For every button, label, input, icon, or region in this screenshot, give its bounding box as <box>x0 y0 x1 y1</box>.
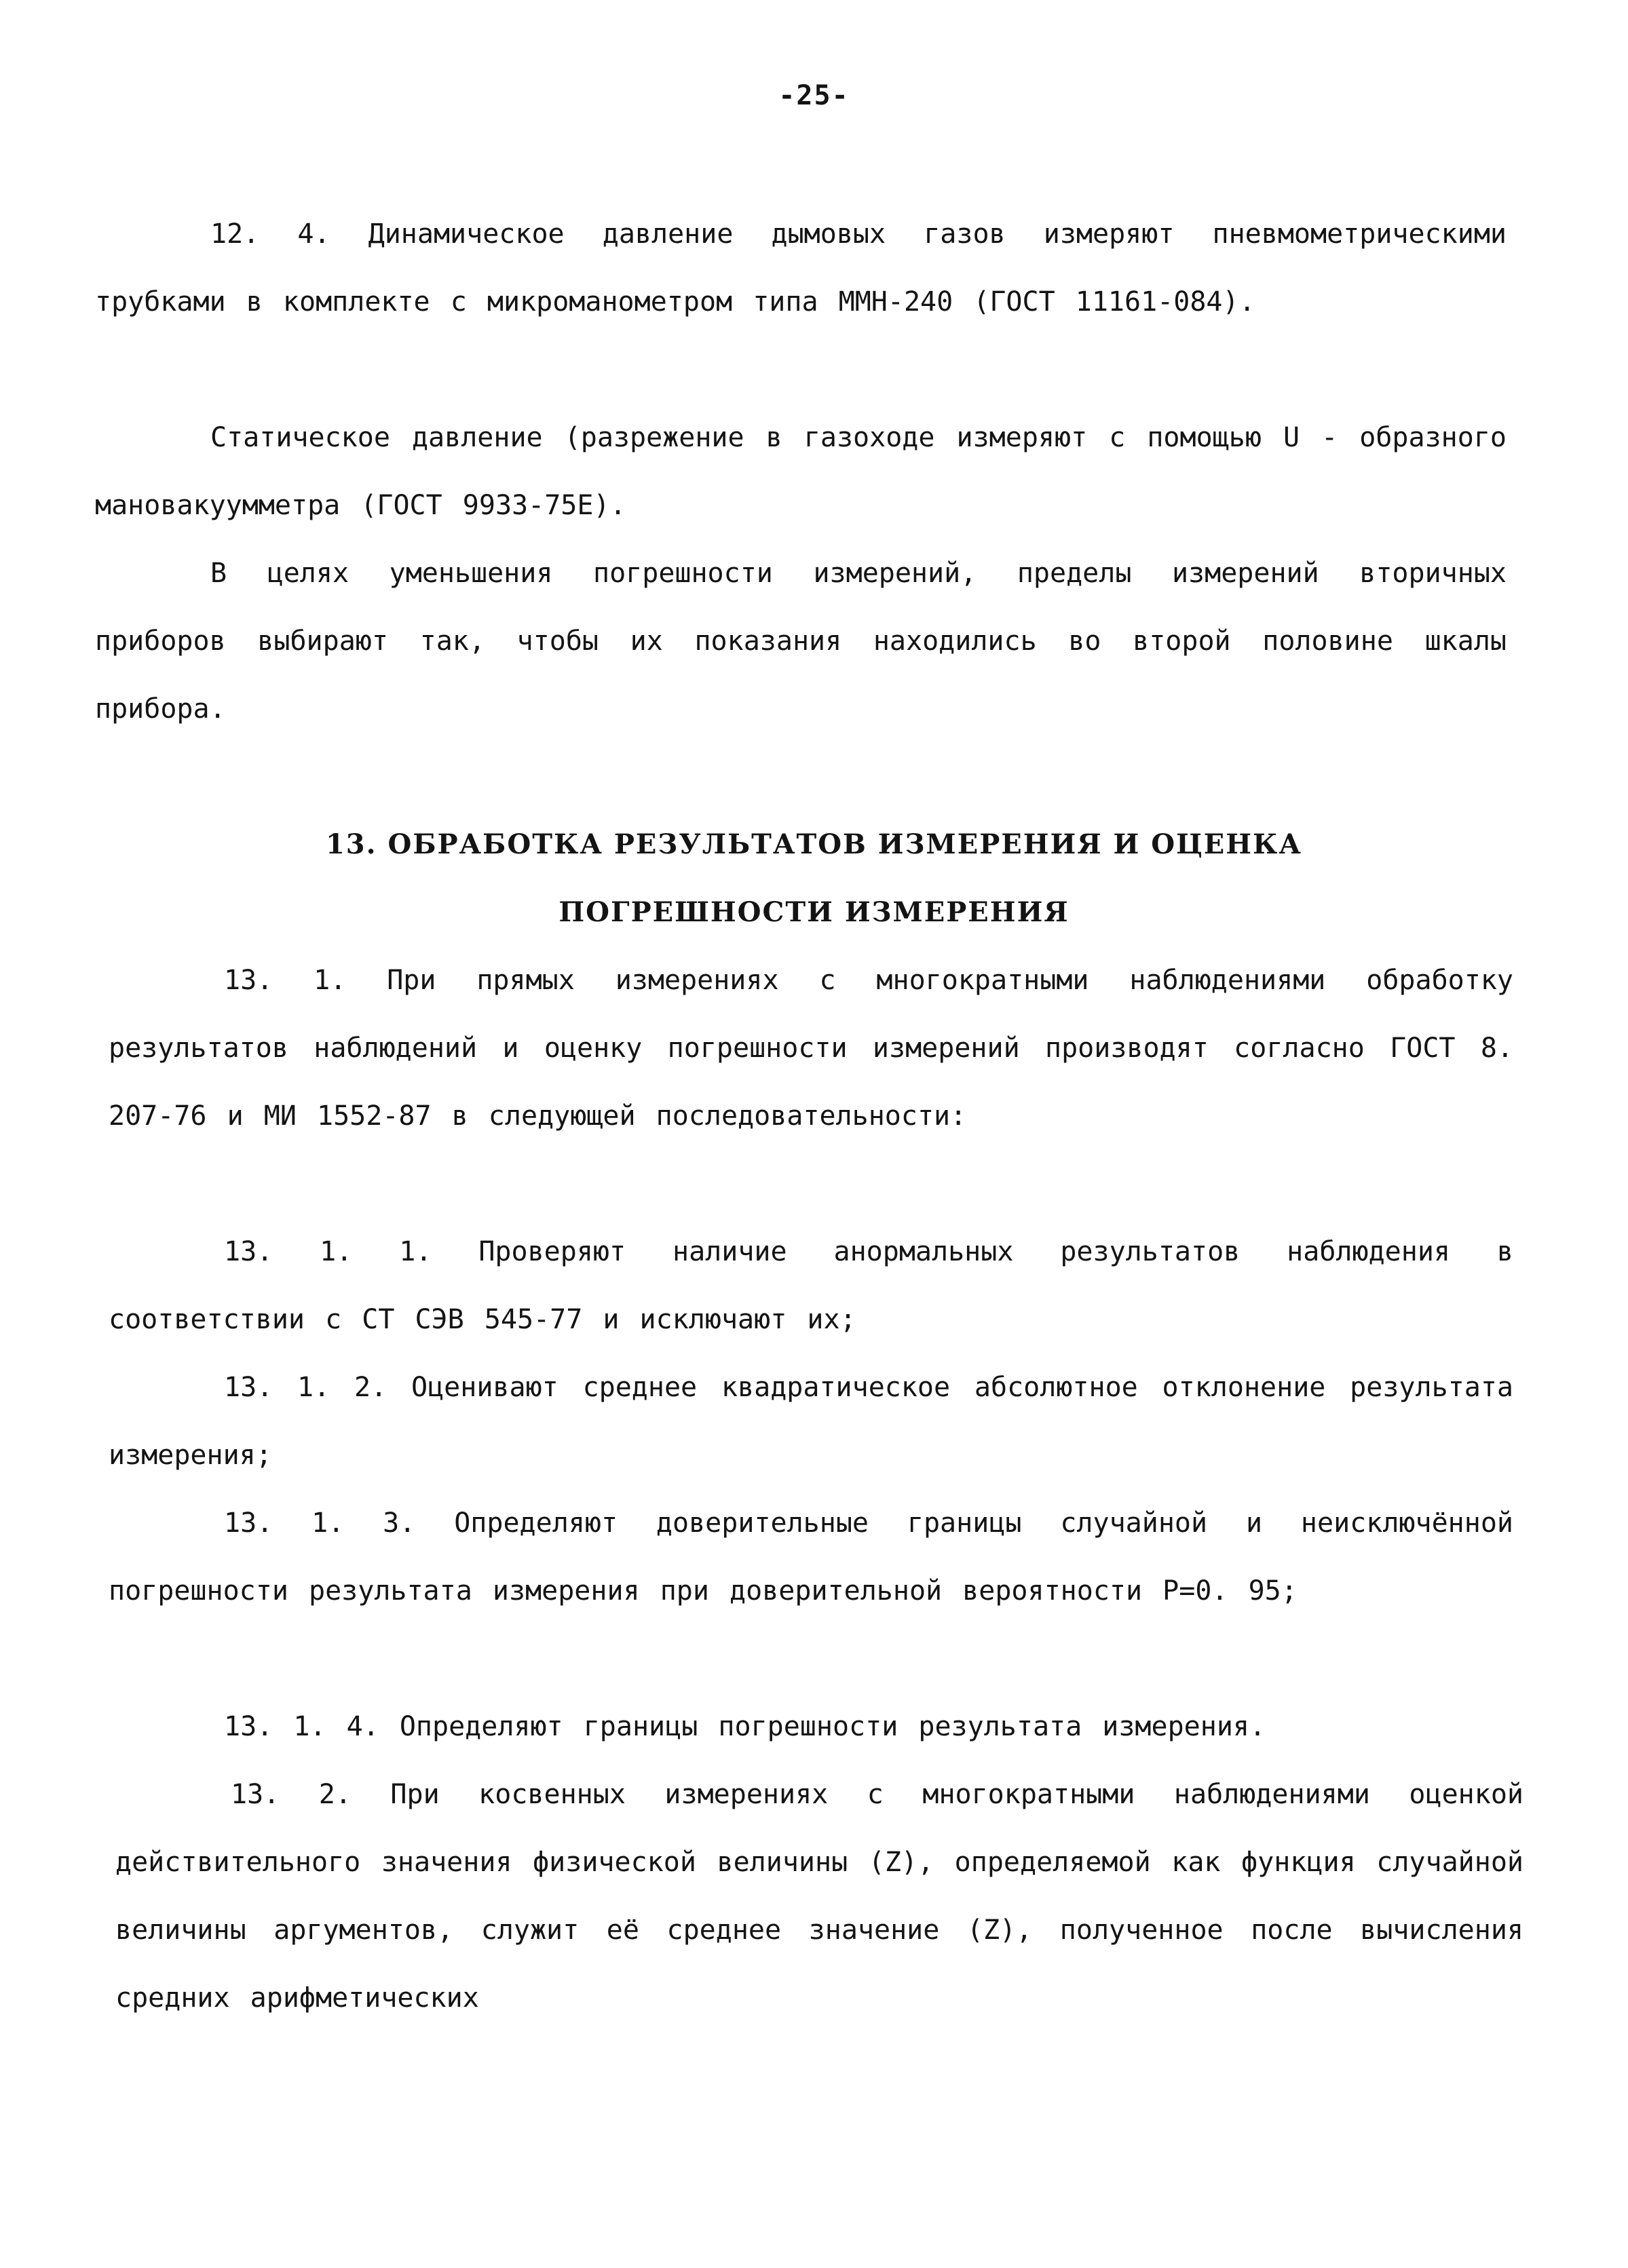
paragraph-13-1-2: 13. 1. 2. Оценивают среднее квадратическое абсолютное отклонение результата измерения; <box>109 1372 1513 1471</box>
paragraph-static-pressure: Статическое давление (разрежение в газоходе измеряют с помощью U - образного мановакуумметра (ГОСТ 9933-75Е). <box>95 422 1507 521</box>
section-heading <box>0 811 1628 946</box>
paragraph-13-1-4: 13. 1. 4. Определяют границы погрешности результата измерения. <box>224 1711 1266 1742</box>
paragraph-12-4: 12. 4. Динамическое давление дымовых газов измеряют пневмометрическими трубками в комплекте с микроманометром типа ММН-240 (ГОСТ 11161-084). <box>95 218 1507 318</box>
paragraph-13-1: 13. 1. При прямых измерениях с многократными наблюдениями обработку результатов наблюдений и оценку погрешности измерений производят согласно ГОСТ 8. 207-76 и МИ 1552-87 в следующей последовательности: <box>109 965 1513 1132</box>
paragraph-13-1-1: 13. 1. 1. Проверяют наличие анормальных результатов наблюдения в соответствии с СТ СЭВ 545-77 и исключают их; <box>109 1236 1513 1335</box>
paragraph-13-2: 13. 2. При косвенных измерениях с многократными наблюдениями оценкой действительного значения физической величины (Z), определяемой как функция случайной величины аргументов, служит её среднее значение (Z), полученное после вычисления средних арифметических <box>115 1779 1523 2014</box>
section-heading-line-2: ПОГРЕШНОСТИ ИЗМЕРЕНИЯ <box>559 896 1069 928</box>
paragraph-measurement-limits: В целях уменьшения погрешности измерений, пределы измерений вторичных приборов выбирают так, чтобы их показания находились во второй половине шкалы прибора. <box>95 558 1507 725</box>
section-heading-line-1: 13. ОБРАБОТКА РЕЗУЛЬТАТОВ ИЗМЕРЕНИЯ И ОЦЕНКА <box>325 828 1303 860</box>
page-number: -25- <box>778 80 850 111</box>
paragraph-13-1-3: 13. 1. 3. Определяют доверительные границы случайной и неисключённой погрешности результата измерения при доверительной вероятности Р=0. 95; <box>109 1507 1513 1607</box>
